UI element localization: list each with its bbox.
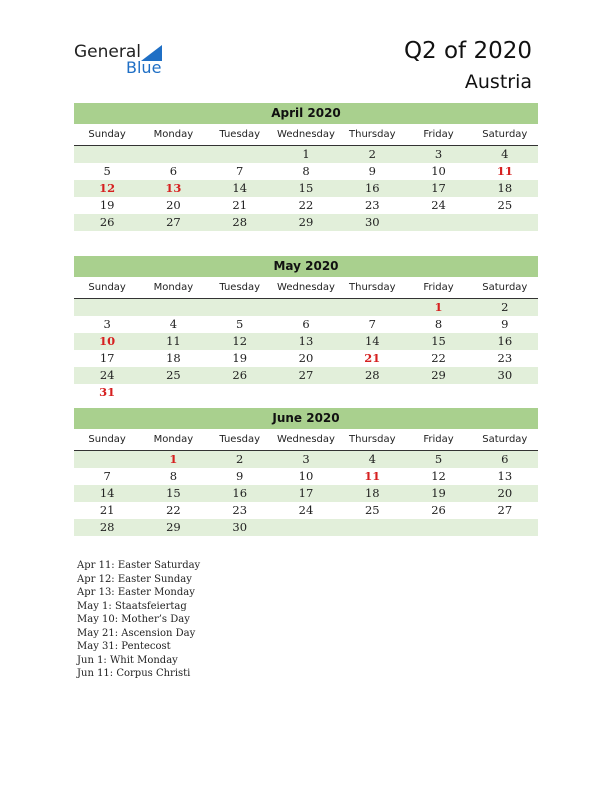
holiday-day-cell: 11 xyxy=(496,164,513,178)
holiday-day-cell: 10 xyxy=(99,334,116,348)
day-cell xyxy=(339,519,405,536)
day-cell: 23 xyxy=(364,198,380,212)
day-cell: 21 xyxy=(99,503,115,517)
day-cell: 9 xyxy=(236,469,244,483)
holiday-entry: Apr 12: Easter Sunday xyxy=(77,573,192,585)
holiday-day-cell: 13 xyxy=(165,181,182,195)
weekday-label: Tuesday xyxy=(219,282,261,293)
day-cell: 4 xyxy=(169,317,178,331)
week-row xyxy=(74,180,538,197)
weekday-label: Saturday xyxy=(482,129,528,140)
day-cell: 27 xyxy=(497,503,513,517)
day-cell: 15 xyxy=(431,334,446,348)
day-cell: 15 xyxy=(166,486,181,500)
day-cell: 13 xyxy=(298,334,314,348)
day-cell xyxy=(339,384,405,401)
holiday-entry: Apr 11: Easter Saturday xyxy=(77,560,201,571)
week-row xyxy=(74,197,538,214)
holiday-list xyxy=(77,559,200,681)
holiday-entry: May 21: Ascension Day xyxy=(77,627,196,639)
day-cell: 20 xyxy=(497,486,513,500)
weekday-header-row xyxy=(74,429,538,451)
weekday-label: Saturday xyxy=(482,282,528,293)
day-cell: 26 xyxy=(431,503,446,517)
day-cell: 8 xyxy=(302,164,310,178)
day-cell: 7 xyxy=(103,469,111,483)
weekday-label: Monday xyxy=(153,434,194,445)
day-cell: 30 xyxy=(364,215,380,229)
day-cell: 29 xyxy=(166,520,181,534)
day-cell xyxy=(74,146,140,163)
day-cell: 6 xyxy=(302,317,310,331)
weekday-label: Friday xyxy=(423,129,454,140)
day-cell xyxy=(273,299,339,316)
weekday-label: Monday xyxy=(153,282,194,293)
week-row xyxy=(74,333,538,350)
day-cell: 8 xyxy=(169,469,178,483)
day-cell: 7 xyxy=(368,317,376,331)
holiday-entry: Apr 13: Easter Monday xyxy=(77,587,195,598)
day-cell xyxy=(405,384,471,401)
holiday-entry: Jun 11: Corpus Christi xyxy=(77,668,191,679)
holiday-day-cell: 1 xyxy=(169,452,178,466)
holiday-day-cell: 11 xyxy=(364,469,381,483)
day-cell: 16 xyxy=(364,181,380,195)
day-cell: 5 xyxy=(236,317,244,331)
day-cell xyxy=(140,146,206,163)
day-cell xyxy=(207,384,273,401)
week-row xyxy=(74,316,538,333)
day-cell xyxy=(405,214,471,231)
weekday-header-row xyxy=(74,277,538,299)
week-row xyxy=(74,299,538,316)
day-cell: 25 xyxy=(497,198,513,212)
weekday-label: Wednesday xyxy=(277,282,335,293)
month-calendar xyxy=(74,256,538,401)
holiday-day-cell: 1 xyxy=(434,300,443,314)
day-cell: 3 xyxy=(434,147,443,161)
weekday-label: Friday xyxy=(423,282,454,293)
day-cell: 16 xyxy=(497,334,513,348)
day-cell: 26 xyxy=(232,368,248,382)
day-cell: 22 xyxy=(166,503,181,517)
day-cell: 14 xyxy=(364,334,380,348)
day-cell: 29 xyxy=(431,368,446,382)
day-cell: 28 xyxy=(232,215,248,229)
day-cell: 10 xyxy=(431,164,446,178)
weekday-label: Friday xyxy=(423,434,454,445)
week-row xyxy=(74,502,538,519)
weekday-label: Sunday xyxy=(88,282,126,293)
day-cell: 24 xyxy=(99,368,115,382)
day-cell: 16 xyxy=(232,486,248,500)
holiday-entry: May 10: Mother’s Day xyxy=(77,614,190,625)
day-cell: 19 xyxy=(99,198,115,212)
weekday-label: Thursday xyxy=(349,129,396,140)
day-cell: 17 xyxy=(298,486,314,500)
day-cell: 14 xyxy=(232,181,248,195)
day-cell: 1 xyxy=(302,147,310,161)
weekday-header-row xyxy=(74,124,538,146)
weekday-label: Saturday xyxy=(482,434,528,445)
day-cell: 2 xyxy=(368,147,376,161)
weekday-label: Wednesday xyxy=(277,434,335,445)
day-cell xyxy=(74,299,140,316)
weekday-label: Wednesday xyxy=(277,129,335,140)
month-title: May 2020 xyxy=(74,256,538,277)
day-cell xyxy=(339,299,405,316)
day-cell: 18 xyxy=(166,351,181,365)
day-cell xyxy=(140,299,206,316)
day-cell xyxy=(405,519,471,536)
day-cell: 24 xyxy=(298,503,314,517)
day-cell: 7 xyxy=(236,164,244,178)
day-cell: 15 xyxy=(298,181,314,195)
day-cell: 23 xyxy=(497,351,513,365)
holiday-day-cell: 21 xyxy=(364,351,381,365)
day-cell xyxy=(74,451,140,468)
month-title: June 2020 xyxy=(74,408,538,429)
day-cell: 13 xyxy=(497,469,513,483)
day-cell: 4 xyxy=(501,147,509,161)
day-cell: 27 xyxy=(166,215,181,229)
day-cell: 30 xyxy=(497,368,513,382)
day-cell: 2 xyxy=(501,300,509,314)
holiday-day-cell: 31 xyxy=(99,385,116,399)
week-row xyxy=(74,367,538,384)
weekday-label: Tuesday xyxy=(219,129,261,140)
day-cell: 9 xyxy=(501,317,509,331)
day-cell: 8 xyxy=(434,317,443,331)
week-row xyxy=(74,214,538,231)
day-cell: 5 xyxy=(103,164,111,178)
brand-general-text: General xyxy=(74,42,141,62)
day-cell: 2 xyxy=(236,452,244,466)
day-cell xyxy=(472,384,538,401)
week-row xyxy=(74,163,538,180)
day-cell: 18 xyxy=(364,486,380,500)
day-cell xyxy=(140,384,206,401)
weekday-label: Monday xyxy=(153,129,194,140)
weekday-label: Thursday xyxy=(349,434,396,445)
day-cell: 5 xyxy=(434,452,443,466)
day-cell: 3 xyxy=(103,317,111,331)
day-cell: 6 xyxy=(501,452,509,466)
day-cell: 23 xyxy=(232,503,248,517)
day-cell: 28 xyxy=(364,368,380,382)
day-cell: 20 xyxy=(166,198,181,212)
brand-logo xyxy=(74,42,174,78)
weekday-label: Sunday xyxy=(88,129,126,140)
day-cell: 3 xyxy=(302,452,310,466)
weekday-label: Tuesday xyxy=(219,434,261,445)
day-cell: 19 xyxy=(431,486,446,500)
week-row xyxy=(74,485,538,502)
week-row xyxy=(74,519,538,536)
day-cell: 10 xyxy=(298,469,314,483)
day-cell: 28 xyxy=(99,520,115,534)
day-cell: 30 xyxy=(232,520,248,534)
day-cell: 11 xyxy=(166,334,181,348)
day-cell: 12 xyxy=(431,469,446,483)
weekday-label: Thursday xyxy=(349,282,396,293)
day-cell xyxy=(207,299,273,316)
day-cell xyxy=(472,519,538,536)
day-cell: 4 xyxy=(368,452,376,466)
day-cell: 25 xyxy=(364,503,380,517)
day-cell: 29 xyxy=(298,215,314,229)
month-title: April 2020 xyxy=(74,103,538,124)
holiday-entry: May 31: Pentecost xyxy=(77,641,171,652)
day-cell xyxy=(472,214,538,231)
day-cell xyxy=(207,146,273,163)
day-cell: 25 xyxy=(166,368,181,382)
day-cell xyxy=(273,384,339,401)
month-calendar xyxy=(74,103,538,231)
holiday-entry: Jun 1: Whit Monday xyxy=(77,654,178,666)
day-cell: 17 xyxy=(431,181,446,195)
week-row xyxy=(74,384,538,401)
day-cell: 22 xyxy=(431,351,446,365)
day-cell: 9 xyxy=(368,164,376,178)
day-cell: 24 xyxy=(431,198,446,212)
week-row xyxy=(74,468,538,485)
day-cell: 20 xyxy=(298,351,314,365)
week-row xyxy=(74,451,538,468)
weekday-label: Sunday xyxy=(88,434,126,445)
day-cell xyxy=(273,519,339,536)
day-cell: 22 xyxy=(298,198,314,212)
brand-blue-text: Blue xyxy=(126,58,162,77)
day-cell: 17 xyxy=(99,351,115,365)
day-cell: 18 xyxy=(497,181,513,195)
day-cell: 26 xyxy=(99,215,115,229)
week-row xyxy=(74,146,538,163)
day-cell: 21 xyxy=(232,198,248,212)
week-row xyxy=(74,350,538,367)
holiday-day-cell: 12 xyxy=(99,181,116,195)
holiday-entry: May 1: Staatsfeiertag xyxy=(77,600,187,612)
country-name: Austria xyxy=(464,71,532,93)
month-calendar xyxy=(74,408,538,536)
day-cell: 6 xyxy=(169,164,178,178)
day-cell: 12 xyxy=(232,334,248,348)
day-cell: 14 xyxy=(99,486,115,500)
day-cell: 19 xyxy=(232,351,248,365)
page-title: Q2 of 2020 xyxy=(403,38,532,64)
day-cell: 27 xyxy=(298,368,314,382)
